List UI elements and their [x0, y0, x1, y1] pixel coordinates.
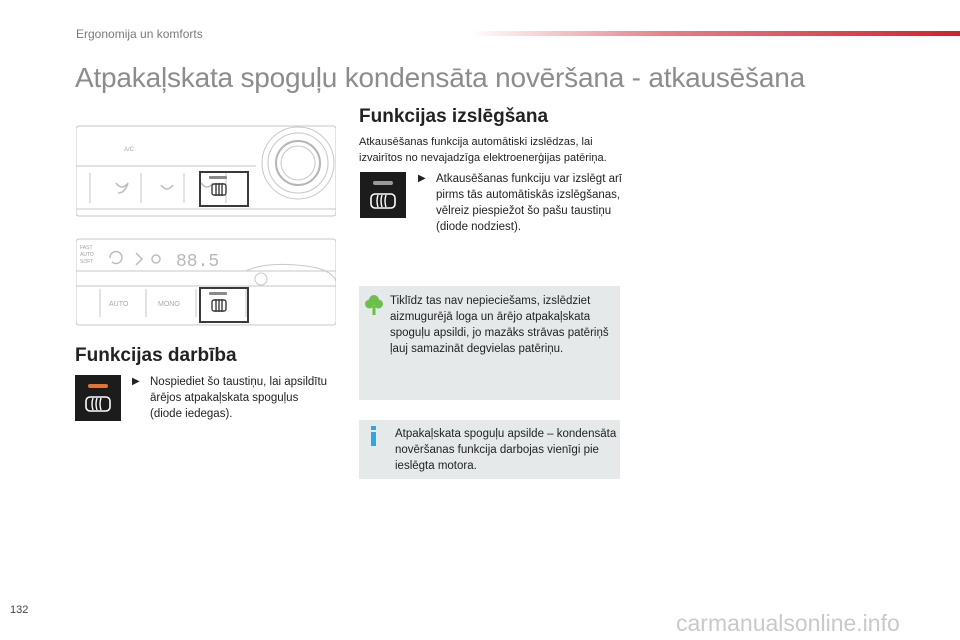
eco-note-box — [359, 286, 620, 400]
temperature-display: 88.5 — [176, 252, 220, 272]
ac-label: A/C — [124, 147, 135, 153]
eco-note-text: Tiklīdz tas nav nepieciešams, izslēdziet aizmugurējā loga un ārējo atpakaļskata spoguļu apsildi, jo mazāks strāvas patēriņš ļauj samazināt degvielas patēriņu. — [390, 295, 609, 355]
watermark: carmanualsonline.info — [676, 610, 900, 636]
info-note-box — [359, 420, 620, 479]
page-title: Atpakaļskata spoguļu kondensāta novēršana - atkausēšana — [75, 62, 805, 93]
control-panel-drawing — [76, 121, 336, 327]
arrow-icon: ▶ — [418, 173, 426, 184]
mono-label: MONO — [158, 301, 180, 308]
info-icon — [369, 426, 379, 446]
arrow-icon: ▶ — [132, 376, 140, 387]
switch-off-bullet — [418, 171, 622, 235]
operation-bullet — [132, 374, 332, 422]
mode-label-fast: FAST — [80, 245, 93, 251]
mode-label-auto: AUTO — [80, 252, 94, 258]
mirror-defrost-icon — [370, 192, 396, 210]
led-on-icon — [88, 384, 108, 388]
auto-label: AUTO — [109, 301, 129, 308]
page-number: 132 — [10, 604, 29, 616]
defrost-button-off — [360, 172, 406, 218]
switch-off-intro: Atkausēšanas funkcija automātiski izslēdzas, lai izvairītos no nevajadzīga elektroenerģijas patēriņa. — [359, 136, 607, 164]
mode-label-soft: SOFT — [80, 259, 94, 265]
led-off-icon — [373, 181, 393, 185]
header-rule — [470, 31, 960, 36]
eco-tree-icon — [365, 294, 383, 316]
defrost-button-on — [75, 375, 121, 421]
operation-text: Nospiediet šo taustiņu, lai apsildītu ārējos atpakaļskata spoguļus (diode iedegas). — [150, 376, 328, 420]
switch-off-text: Atkausēšanas funkciju var izslēgt arī pirms tās automātiskās izslēgšanas, vēlreiz piespiežot šo pašu taustiņu (diode nodziest). — [436, 173, 623, 233]
switch-off-heading: Funkcijas izslēgšana — [359, 106, 549, 127]
info-note-text: Atpakaļskata spoguļu apsilde – kondensāta novēršanas funkcija darbojas vienīgi pie ieslēgta motora. — [395, 428, 617, 472]
control-panel-illustration — [76, 121, 336, 327]
mirror-defrost-icon — [85, 395, 111, 413]
operation-heading: Funkcijas darbība — [75, 345, 237, 366]
section-header: Ergonomija un komforts — [76, 27, 203, 41]
